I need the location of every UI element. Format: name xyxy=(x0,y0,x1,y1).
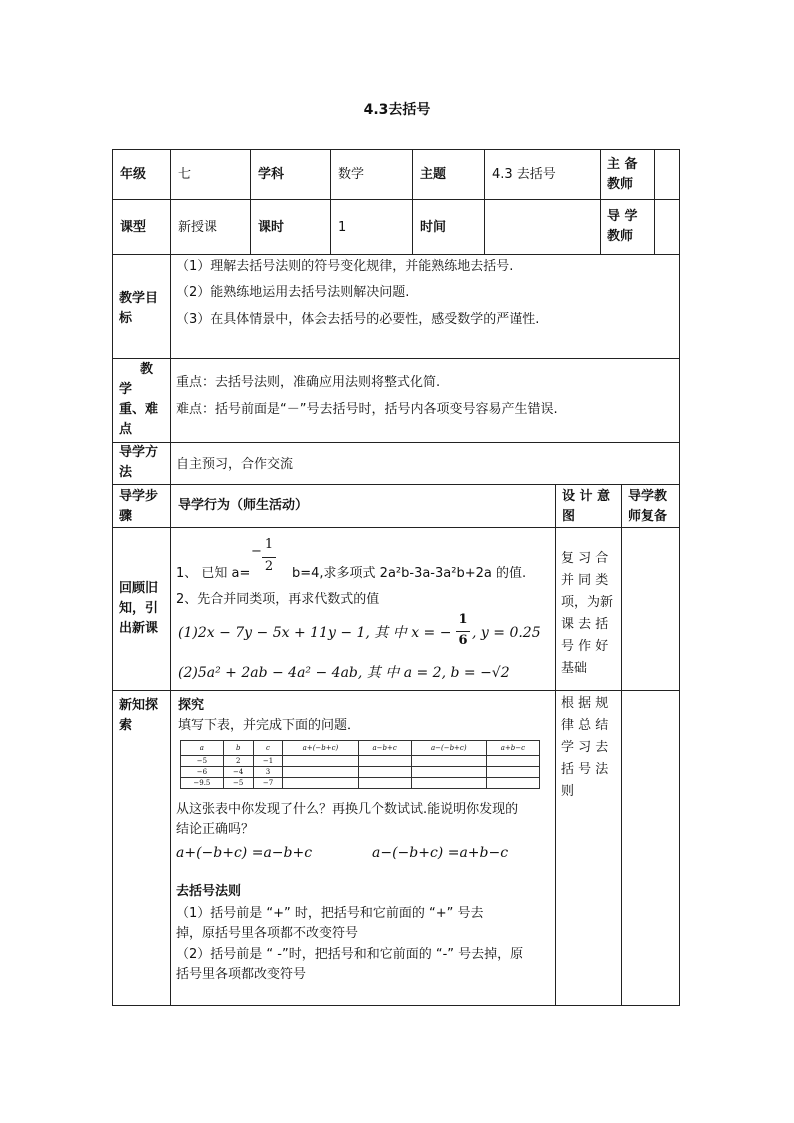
expression-1-fraction-denominator: 6 xyxy=(458,633,468,648)
design-header: 图 xyxy=(562,509,576,524)
period-label: 课时 xyxy=(258,220,285,235)
table-cell xyxy=(411,778,486,789)
row-divider xyxy=(112,254,680,255)
table-cell: −9.5 xyxy=(181,778,224,789)
explore-section-label: 索 xyxy=(119,718,133,733)
identity-1: a+(−b+c) =a−b+c xyxy=(176,845,313,861)
fraction-numerator: 1 xyxy=(264,537,274,552)
row-divider xyxy=(112,442,680,443)
expression-1-tail: , y = 0.25 xyxy=(472,625,541,641)
table-cell: 2 xyxy=(223,756,253,767)
table-header-cell: c xyxy=(253,741,283,756)
subject-label: 学科 xyxy=(258,167,285,182)
focus-text: 重点：去括号法则，准确应用法则将整式化简. xyxy=(176,375,441,390)
table-cell: −5 xyxy=(181,756,224,767)
table-header-cell: a xyxy=(181,741,224,756)
col-divider xyxy=(654,149,655,254)
table-cell xyxy=(411,756,486,767)
table-cell: 3 xyxy=(253,767,283,778)
guide-teacher-label: 导 学 xyxy=(607,209,638,224)
expression-1: (1)2x − 7y − 5x + 11y − 1, 其 中 x = − xyxy=(178,625,452,641)
table-cell xyxy=(486,756,539,767)
design-note: 根 据 规 xyxy=(561,696,609,711)
activity-header: 导学行为（师生活动） xyxy=(178,498,309,513)
objectives-label: 教学目 xyxy=(119,291,159,306)
expression-1-fraction-numerator: 1 xyxy=(458,612,468,627)
table-cell xyxy=(283,767,358,778)
table-header-cell: a+(−b+c) xyxy=(283,741,358,756)
steps-label: 骤 xyxy=(119,509,133,524)
col-divider xyxy=(170,149,171,1006)
method-label: 法 xyxy=(119,465,133,480)
table-cell xyxy=(358,756,411,767)
lesson-type-value: 新授课 xyxy=(178,220,218,235)
explore-question: 结论正确吗？ xyxy=(176,822,255,837)
rule-1-text: 掉，原括号里各项都不改变符号 xyxy=(176,926,359,941)
table-cell xyxy=(283,778,358,789)
table-header-cell: b xyxy=(223,741,253,756)
table-header-row xyxy=(181,741,540,756)
review-header: 导学教 xyxy=(628,489,668,504)
time-label: 时间 xyxy=(420,220,447,235)
objective-item: （1）理解去括号法则的符号变化规律，并能熟练地去括号. xyxy=(176,259,514,274)
method-label: 导学方 xyxy=(119,445,159,460)
grade-label: 年级 xyxy=(120,167,147,182)
table-cell xyxy=(283,756,358,767)
fraction-bar xyxy=(456,631,470,632)
table-header-cell: a+b−c xyxy=(486,741,539,756)
lesson-type-label: 课型 xyxy=(120,220,147,235)
col-divider xyxy=(600,149,601,254)
review-section-label: 出新课 xyxy=(119,621,159,636)
grade-value: 七 xyxy=(178,167,192,182)
col-divider xyxy=(555,484,556,1006)
row-divider xyxy=(112,484,680,485)
rule-2-text: （2）括号前是 “ -”时，把括号和和它前面的 “-” 号去掉，原 xyxy=(176,947,524,962)
question-2: 2、先合并同类项，再求代数式的值 xyxy=(176,592,380,607)
col-divider xyxy=(330,149,331,254)
row-divider xyxy=(112,690,680,691)
table-cell: −4 xyxy=(223,767,253,778)
row-divider xyxy=(112,199,680,200)
explore-section-label: 新知探 xyxy=(119,698,159,713)
prep-teacher-label: 主 备 xyxy=(607,157,638,172)
key-points-label: 点 xyxy=(119,422,133,437)
period-value: 1 xyxy=(338,220,347,235)
expression-2: (2)5a² + 2ab − 4a² − 4ab, 其 中 a = 2, b = −√2 xyxy=(178,665,510,681)
steps-label: 导学步 xyxy=(119,489,159,504)
page-title: 4.3去括号 xyxy=(363,102,431,118)
prep-teacher-label: 教师 xyxy=(607,177,634,192)
review-section-label: 知，引 xyxy=(119,601,159,616)
design-note: 号 作 好 xyxy=(561,639,609,654)
table-row xyxy=(181,778,540,789)
design-note: 括 号 法 xyxy=(561,762,609,777)
question-1-prefix: 1、 已知 a= xyxy=(176,566,251,581)
design-note: 学 习 去 xyxy=(561,740,609,755)
table-cell: −5 xyxy=(223,778,253,789)
topic-label: 主题 xyxy=(420,167,447,182)
table-row xyxy=(181,767,540,778)
design-note: 律 总 结 xyxy=(561,718,609,733)
explore-instruction: 填写下表，并完成下面的问题． xyxy=(178,718,361,733)
key-points-label: 重、难 xyxy=(119,402,159,417)
identity-2: a−(−b+c) =a+b−c xyxy=(372,845,509,861)
question-1-suffix: b=4,求多项式 2a²b-3a-3a²b+2a 的值. xyxy=(292,566,527,581)
table-row xyxy=(181,756,540,767)
design-note: 则 xyxy=(561,784,575,799)
design-note: 复 习 合 xyxy=(561,551,609,566)
key-points-label: 学 xyxy=(119,382,133,397)
col-divider xyxy=(484,149,485,254)
col-divider xyxy=(412,149,413,254)
review-section-label: 回顾旧 xyxy=(119,581,159,596)
design-note: 基础 xyxy=(561,661,588,676)
col-divider xyxy=(250,149,251,254)
table-cell: −7 xyxy=(253,778,283,789)
design-note: 项，为新 xyxy=(561,595,614,610)
table-cell xyxy=(411,767,486,778)
table-cell xyxy=(486,767,539,778)
key-points-label: 教 xyxy=(140,362,154,377)
design-header: 设 计 意 xyxy=(562,489,611,504)
review-header: 师复备 xyxy=(628,509,668,524)
objectives-label: 标 xyxy=(119,311,133,326)
fraction-sign: − xyxy=(251,544,262,559)
col-divider xyxy=(621,484,622,1006)
fraction-bar xyxy=(262,557,276,558)
design-note: 并 同 类 xyxy=(561,573,609,588)
table-header-cell: a−b+c xyxy=(358,741,411,756)
guide-teacher-label: 教师 xyxy=(607,229,634,244)
table-header-cell: a−(−b+c) xyxy=(411,741,486,756)
table-cell xyxy=(486,778,539,789)
table-cell xyxy=(358,767,411,778)
row-divider xyxy=(112,358,680,359)
objective-item: （3）在具体情景中，体会去括号的必要性，感受数学的严谨性. xyxy=(176,312,540,327)
fraction-denominator: 2 xyxy=(264,559,274,574)
table-cell: −1 xyxy=(253,756,283,767)
subject-value: 数学 xyxy=(338,167,365,182)
fill-in-table xyxy=(180,740,540,789)
method-value: 自主预习，合作交流 xyxy=(176,457,294,472)
row-divider xyxy=(112,527,680,528)
table-cell: −6 xyxy=(181,767,224,778)
topic-value: 4.3 去括号 xyxy=(492,167,556,182)
rule-title: 去括号法则 xyxy=(176,884,242,899)
rule-2-text: 括号里各项都改变符号 xyxy=(176,967,307,982)
design-note: 课 去 括 xyxy=(561,617,609,632)
explore-title: 探究 xyxy=(178,698,205,713)
difficulty-text: 难点：括号前面是“－”号去括号时，括号内各项变号容易产生错误. xyxy=(176,402,558,417)
objective-item: （2）能熟练地运用去括号法则解决问题. xyxy=(176,285,410,300)
table-cell xyxy=(358,778,411,789)
rule-1-text: （1）括号前是 “+” 时，把括号和它前面的 “+” 号去 xyxy=(176,906,484,921)
explore-question: 从这张表中你发现了什么？再换几个数试试.能说明你发现的 xyxy=(176,802,519,817)
